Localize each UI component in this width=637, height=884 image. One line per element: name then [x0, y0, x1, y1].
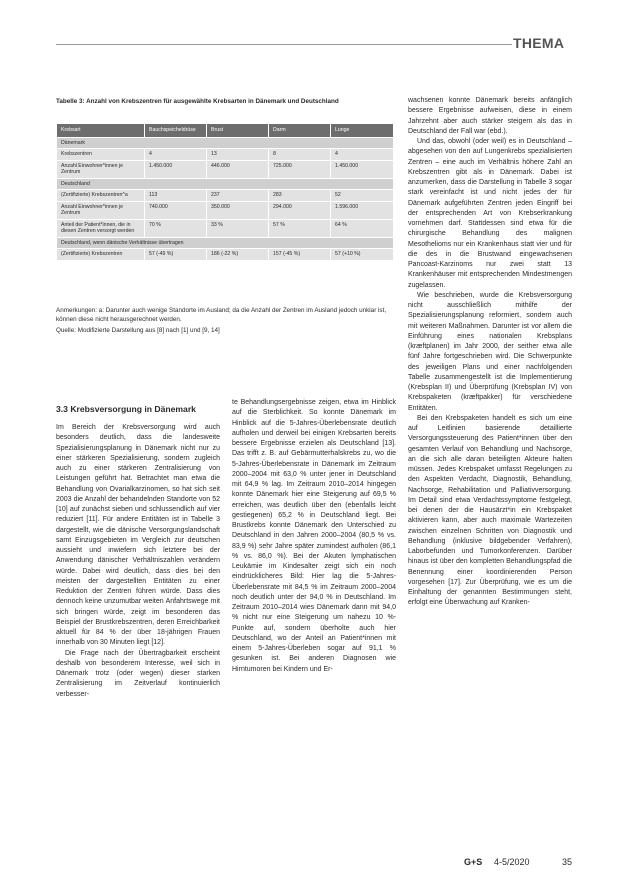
- paragraph: Die Frage nach der Übertragbarkeit erscheint deshalb von besonderem Interesse, weil sich in Dänemark trotz (oder wegen) dieser starken Zentralisierung im Zeitverlauf kontinuierlich verbesser-: [56, 649, 220, 698]
- table-cell: 70 %: [145, 219, 207, 237]
- issue-number: 4-5/2020: [494, 857, 530, 867]
- table-annotation: Anmerkungen: a: Darunter auch wenige Standorte im Ausland; da die Anzahl der Zentren im Ausland jedoch unklar ist, können diese nicht herausgerechnet werden.: [56, 307, 387, 323]
- centers-table: [56, 123, 394, 261]
- table-caption: Tabelle 3: Anzahl von Krebszentren für ausgewählte Krebsarten in Dänemark und Deutschland: [56, 98, 339, 105]
- paragraph: Und das, obwohl (oder weil) es in Deutschland – abgesehen von den auf Lungenkrebs spezialisierten Zentren – eine auch im Verhältnis höhere Zahl an Krebszentren gibt als in Dänemark. Dabei ist anzumerken, dass die Darstellung in Tabelle 3 sogar stark vereinfacht ist und nicht jedes der für Dänemark aufgeführten Zentren jeden Eingriff bei der entsprechenden Art von Krebserkrankung vornehmen darf. Stattdessen sind etwa für die chirurgische Behandlung des malignen Mesothelioms nur ein Krankenhaus statt vier und für die des in die Brustwand eingewachsenen Pancoast-Karzinoms nur zwei statt 13 Krankenhäuser mit entsprechenden Mindestmengen zugelassen.: [408, 138, 572, 289]
- table-row: [57, 249, 394, 261]
- table-cell: 740.000: [145, 201, 207, 219]
- column-1: [56, 423, 220, 700]
- table-cell: 725.000: [269, 160, 331, 178]
- table-cell: 446.000: [207, 160, 269, 178]
- table-cell: 4: [145, 149, 207, 161]
- table-cell: Anteil der Patient*innen, die in diesen Zentren versorgt werden: [57, 219, 145, 237]
- table-cell: Anzahl Einwohner*innen je Zentrum: [57, 201, 145, 219]
- table-cell: 237: [207, 190, 269, 202]
- table-section-label: Deutschland, wenn dänische Verhältnisse übertragen: [57, 237, 394, 249]
- paragraph: Im Bereich der Krebsversorgung wird auch besonders deutlich, dass die landesweite Spezialisierungsplanung in Dänemark nicht nur zu einer stärkeren Spezialisierung, sondern zugleich auch zu einer stärkeren Zentralisierung von Leistungen geführt hat. Betrachtet man etwa die Behandlung von Ovarialkarzinomen, so hat sich seit 2003 die Anzahl der behandelnden Standorte von 52 [10] auf zunächst sieben und schlussendlich auf vier reduziert [11]. Für andere Entitäten ist in Tabelle 3 dargestellt, wie die dänische Versorgungslandschaft samt Einzugsgebieten im Vergleich zur deutschen aussieht und inwiefern sich letztere bei der Anwendung dänischer Verhältniszahlen verändern würde. Dabei wird deutlich, dass dies bei den meisten der dargestellten Entitäten zu einer Reduktion der Zentren führen würde. Dass dies dennoch keine unzumutbar weiten Anfahrtswege mit sich bringen würde, zeigt im besonderen das Beispiel der Brustkrebszentren, deren Erreichbarkeit aktuell für 84 % der über 18-jährigen Frauen innerhalb von 30 Minuten liegt [12].: [56, 424, 220, 647]
- header-rule: [56, 44, 512, 45]
- page-number: 35: [562, 857, 573, 867]
- table-cell: (Zertifizierte) Krebszentren: [57, 249, 145, 261]
- paragraph: Wie beschrieben, wurde die Krebsversorgung nicht ausschließlich mithilfe der Spezialisierungsplanung reformiert, sondern auch mit weiteren Maßnahmen. Darunter ist vor allem die Einführung eines nationalen Krebsplans (kræftplanen) im Jahr 2000, der seither etwa alle fünf Jahre fortgeschrieben wird. Die Schwerpunkte des jeweiligen Plans und einer nachfolgenden Tabelle zusammengestellt ist die Implementierung (Krebsplan II) und Überprüfung (Krebsplan IV) von Krebspaketen (kræftpakker) für verschiedene Entitäten.: [408, 291, 572, 412]
- table-cell: 52: [331, 190, 394, 202]
- table-row: [57, 201, 394, 219]
- table-cell: 4: [331, 149, 394, 161]
- table-cell: 1.450.000: [145, 160, 207, 178]
- table-header-row: [57, 124, 394, 138]
- table-cell: 283: [269, 190, 331, 202]
- table-cell: 8: [269, 149, 331, 161]
- table-cell: 1.596.000: [331, 201, 394, 219]
- table-cell: 57 (-49 %): [145, 249, 207, 261]
- table-cell: (Zertifizierte) Krebszentren^a: [57, 190, 145, 202]
- table-source: Quelle: Modifizierte Darstellung aus [8] nach [1] und [9, 14]: [56, 327, 220, 334]
- table-row: [57, 160, 394, 178]
- section-label: THEMA: [513, 35, 565, 51]
- table-header-cell: Krebsart: [57, 124, 145, 138]
- paragraph: Bei den Krebspaketen handelt es sich um eine auf Leitlinien basierende detaillierte Versorgungssteuerung des Patient*innen über den gesamten Verlauf von Behandlung und Nachsorge, an die sich alle daran beteiligten Akteure halten müssen. Jedes Krebspaket umfasst Regelungen zu den Aspekten Verdacht, Diagnostik, Behandlung, Nachsorge, Rehabilitation und Palliativversorgung. Im Detail sind etwa Verdachtssymptome festgelegt, bei denen der die Hausärzt*in ein Krebspaket aktivieren kann, aber auch maximale Wartezeiten zwischen einzelnen Schritten von Diagnostik und Behandlung (inklusive bildgebender Verfahren), Laborbefunden und Tumorkonferenzen. Darüber hinaus ist über den kompletten Behandlungspfad die Benennung einer koordinierenden Person vorgesehen [17]. Zur Überprüfung, wie es um die Einhaltung der genannten Bestimmungen steht, erfolgt eine Überwachung auf Kranken-: [408, 414, 572, 607]
- table-cell: Anzahl Einwohner*innen je Zentrum: [57, 160, 145, 178]
- table-section-row: [57, 237, 394, 249]
- table-cell: Krebszentren: [57, 149, 145, 161]
- table-cell: 186 (-22 %): [207, 249, 269, 261]
- table-cell: 157 (-45 %): [269, 249, 331, 261]
- table-cell: 1.450.000: [331, 160, 394, 178]
- table-cell: 294.000: [269, 201, 331, 219]
- paragraph: wachsenen konnte Dänemark bereits anfänglich bessere Ergebnisse aufweisen, diese in einem Jahrzehnt aber auch stärker steigern als das in Deutschland der Fall war (ebd.).: [408, 97, 572, 135]
- table-section-row: [57, 178, 394, 190]
- table-header-cell: Bauchspeicheldrüse: [145, 124, 207, 138]
- table-cell: 33 %: [207, 219, 269, 237]
- paragraph: te Behandlungsergebnisse zeigen, etwa im Hinblick auf die Sterblichkeit. So konnte Dänemark im Hinblick auf die 5-Jahres-Überlebensrate deutlich aufholen und derweil bei einigen Krebsarten bereits bessere Ergebnisse erzielen als Deutschland [13]. Das trifft z. B. auf Gebärmutterhalskrebs zu, wo die 5-Jahres-Überlebensrate in Dänemark im Zeitraum 2000–2004 mit 63,0 % unter jener in Deutschland mit 64,9 % lag. Im Zeitraum 2010–2014 hingegen konnte Dänemark hier eine Steigerung auf 69,5 % erreichen, was deutlich über den (ebenfalls leicht gestiegenen) 65,2 % in Deutschland liegt. Bei Brustkrebs konnte Dänemark den Unterschied zu Deutschland in den Jahren 2000–2004 (80,5 % vs. 83,9 %) sehr Jahre später zumindest aufholen (86,1 % vs. 86,0 %). Bei der Akuten lymphatischen Leukämie im Kindesalter zeigt sich ein noch eindrücklicheres Bild: Hier lag die 5-Jahres-Überlebensrate mit 84,5 % im Zeitraum 2000–2004 noch deutlich unter der 94,0 % in Deutschland. Im Zeitraum 2010–2014 wies Dänemark dann mit 94,0 % nicht nur eine Steigerung um nahezu 10 %-Punkte auf, sondern überholte auch hier Deutschland, wo der Anteil an Patient*innen mit einem 5-Jahres-Überleben sogar auf 91,1 % gesunken ist. Bei anderen Diagnosen wie Hirntumoren bei Kindern und Er-: [232, 399, 396, 673]
- table-row: [57, 190, 394, 202]
- table-row: [57, 219, 394, 237]
- table-section-label: Dänemark: [57, 137, 394, 149]
- table-header-cell: Lunge: [331, 124, 394, 138]
- table-cell: 350.000: [207, 201, 269, 219]
- table-cell: 13: [207, 149, 269, 161]
- table-cell: 113: [145, 190, 207, 202]
- table-cell: 57 %: [269, 219, 331, 237]
- table-cell: 57 (+10 %): [331, 249, 394, 261]
- table-section-row: [57, 137, 394, 149]
- table-row: [57, 149, 394, 161]
- journal-name: G+S: [464, 857, 483, 867]
- table-cell: 64 %: [331, 219, 394, 237]
- table-header-cell: Darm: [269, 124, 331, 138]
- section-heading: 3.3 Krebsversorgung in Dänemark: [56, 404, 196, 414]
- column-2: [232, 398, 396, 675]
- table-section-label: Deutschland: [57, 178, 394, 190]
- table-header-cell: Brust: [207, 124, 269, 138]
- column-3: [408, 96, 572, 609]
